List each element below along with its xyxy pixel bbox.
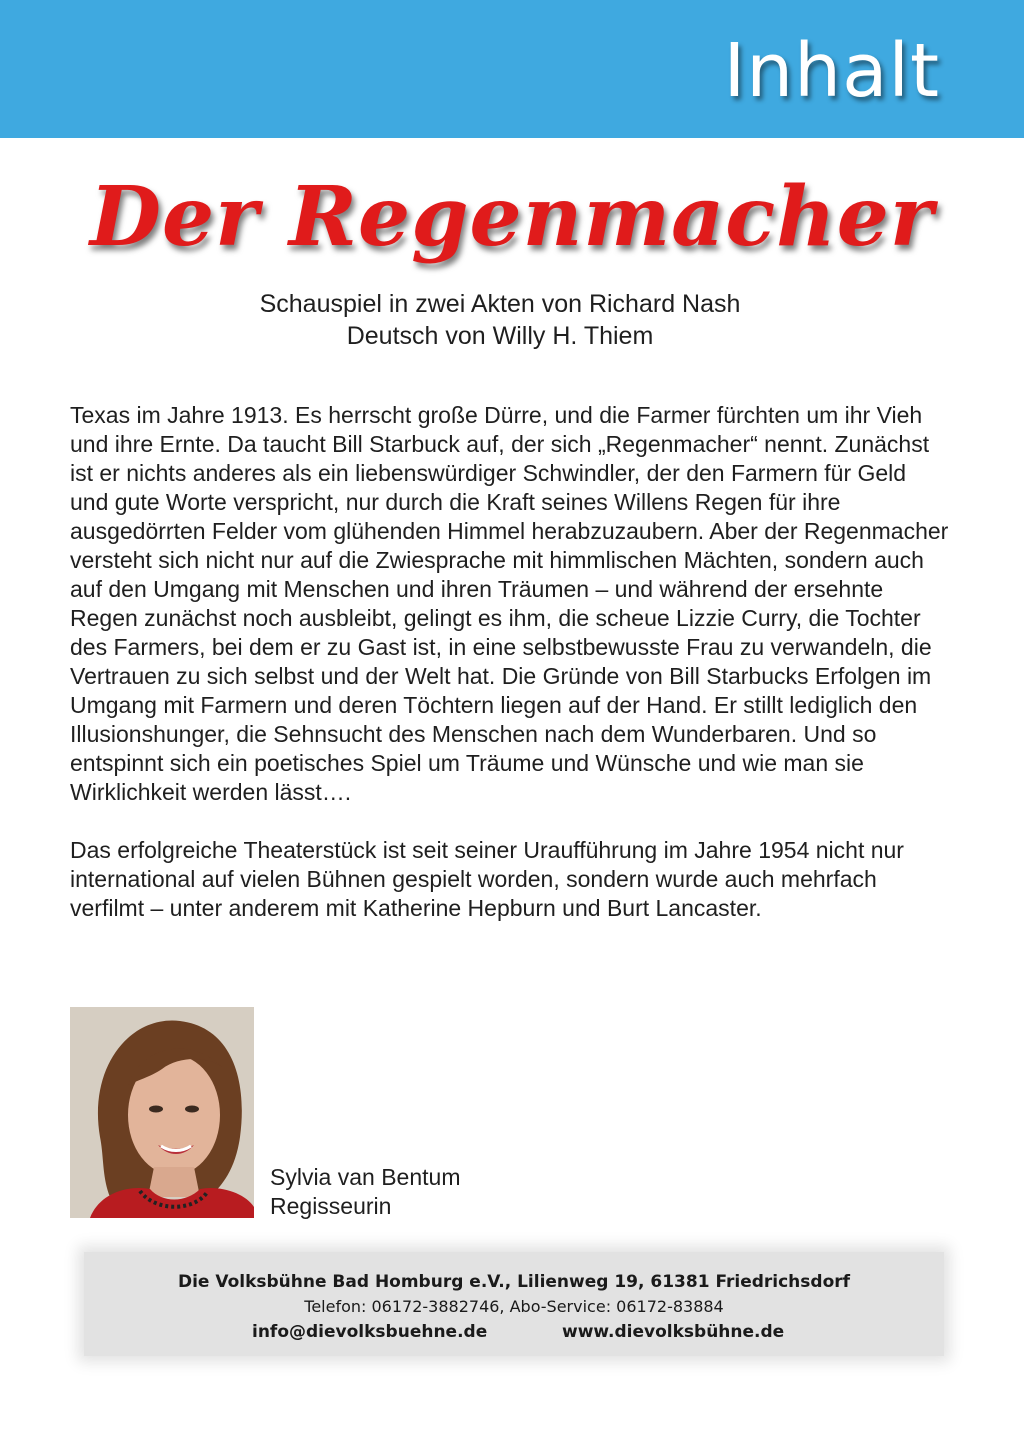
footer-phone: Telefon: 06172-3882746, Abo-Service: 06172-83884 [304, 1297, 724, 1316]
synopsis [70, 401, 950, 923]
subtitle-author: Schauspiel in zwei Akten von Richard Nash [259, 290, 741, 318]
header-bar [0, 0, 1024, 138]
director-caption [270, 1163, 460, 1221]
director-name: Sylvia van Bentum [270, 1164, 461, 1190]
subtitle-translator: Deutsch von Willy H. Thiem [346, 322, 654, 350]
synopsis-paragraph-2: Das erfolgreiche Theaterstück ist seit seiner Uraufführung im Jahre 1954 nicht nur international auf vielen Bühnen gespielt worden, sondern wurde auch mehrfach verfilmt – unter anderem mit Katherine Hepburn und Burt Lancaster. [70, 837, 904, 921]
synopsis-paragraph-1: Texas im Jahre 1913. Es herrscht große Dürre, und die Farmer fürchten um ihr Vieh und ihre Ernte. Da taucht Bill Starbuck auf, der sich „Regenmacher“ nennt. Zunächst ist er nichts anderes als ein liebenswürdiger Schwindler, der den Farmern für Geld und gute Worte verspricht, nur durch die Kraft seines Willens Regen für ihre ausgedörrten Felder vom glühenden Himmel herabzuzaubern. Aber der Regenmacher versteht sich nicht nur auf die Zwiesprache mit himmlischen Mächten, sondern auch auf den Umgang mit Menschen und ihren Träumen – und während der ersehnte Regen zunächst noch ausbleibt, gelingt es ihm, die scheue Lizzie Curry, die Tochter des Farmers, bei dem er zu Gast ist, in eine selbstbewusste Frau zu verwandeln, die Vertrauen zu sich selbst und der Welt hat. Die Gründe von Bill Starbucks Erfolgen im Umgang mit Farmern und deren Töchtern liegen auf der Hand. Er stillt lediglich den Illusionshunger, die Sehnsucht des Menschen nach dem Wunderbaren. Und so entspinnt sich ein poetisches Spiel um Träume und Wünsche und wie man sie Wirklichkeit werden lässt…. [70, 402, 949, 805]
footer-email-link[interactable]: info@dievolksbuehne.de [252, 1322, 488, 1342]
footer-contact-box [84, 1252, 944, 1356]
director-role: Regisseurin [270, 1193, 392, 1219]
play-title: Der Regenmacher [89, 169, 935, 265]
play-subtitle [0, 288, 1000, 352]
page-title: Inhalt [723, 28, 940, 114]
portrait-illustration [70, 1007, 254, 1218]
footer-address: Die Volksbühne Bad Homburg e.V., Lilienweg 19, 61381 Friedrichsdorf [177, 1272, 851, 1292]
footer-website-link[interactable]: www.dievolksbühne.de [562, 1322, 785, 1342]
director-portrait [70, 1007, 254, 1218]
